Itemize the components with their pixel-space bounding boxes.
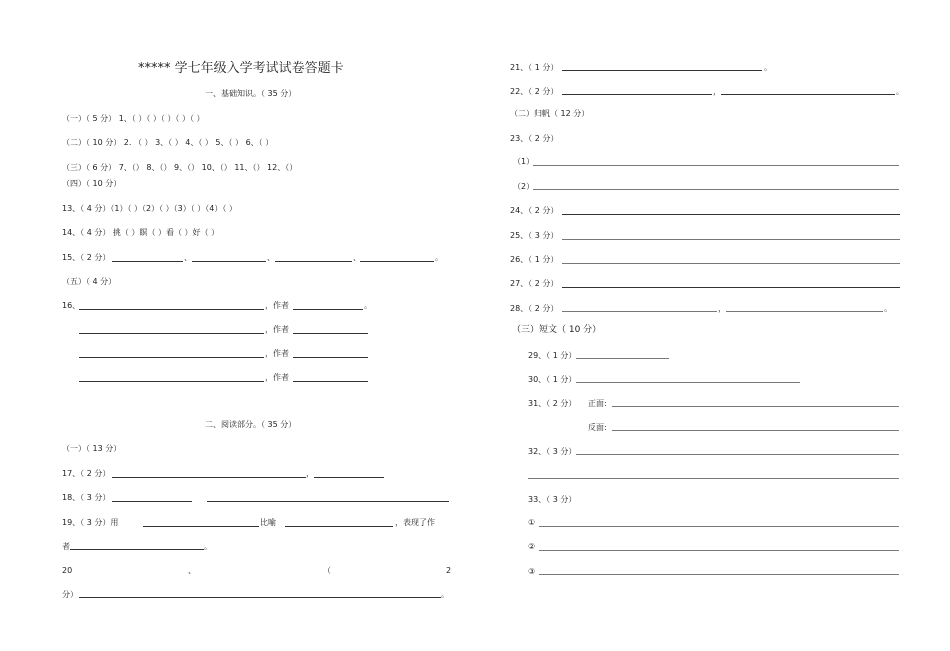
q20-text: 、 [188,566,196,575]
answer-line[interactable] [207,501,449,502]
question-14: 14、（ 4 分） 挑（ ）瞑（ ）看（ ）好（ ） [62,228,220,237]
question-15: 15、（ 2 分） [62,253,111,262]
answer-line[interactable] [79,597,441,598]
answer-line[interactable] [539,550,899,551]
question-32: 32、（ 3 分） [528,447,577,456]
section-2-heading: （二）归帆（ 12 分） [510,109,590,118]
answer-line[interactable] [79,381,264,382]
period: 。 [764,63,772,72]
question-24: 24、（ 2 分） [510,206,559,215]
back-label: 反面: [588,423,607,432]
q20-text: （ [323,566,331,575]
question-33: 33、（ 3 分） [528,495,577,504]
answer-line[interactable] [112,477,306,478]
question-28: 28、（ 2 分） [510,304,559,313]
q19-text: 比喻 [260,518,276,527]
author-line[interactable] [293,333,368,334]
question-13: 13、（ 4 分）（1）（ ）（2）（ ）（3）（ ）（4）（ ） [62,204,237,213]
page-title: ***** 学七年级入学考试试卷答题卡 [138,61,344,76]
author-line[interactable] [293,381,368,382]
question-2: （二）（ 10 分） 2. （ ） 3、（ ） 4、（ ） 5、（ ） 6、（ ） [62,138,274,147]
question-23: 23、（ 2 分） [510,134,559,143]
answer-line[interactable] [79,333,264,334]
answer-line[interactable] [721,94,895,95]
answer-line[interactable] [112,501,192,502]
circle-3: ③ [528,567,536,576]
question-25: 25、（ 3 分） [510,231,559,240]
author-line[interactable] [293,357,368,358]
answer-line[interactable] [562,263,900,264]
answer-line[interactable] [533,165,899,166]
question-29: 29、（ 1 分） [528,351,577,360]
question-21: 21、（ 1 分） [510,63,559,72]
question-18: 18、（ 3 分） [62,493,111,502]
separator: ， [713,87,721,96]
answer-line[interactable] [112,261,183,262]
circle-2: ② [528,542,536,551]
period: 。 [364,301,372,310]
question-26: 26、（ 1 分） [510,255,559,264]
front-label: 正面: [588,399,607,408]
separator: 、 [353,253,361,262]
q19-text: 者 [62,542,70,551]
q20-text: 分） [62,590,78,599]
answer-line[interactable] [576,382,800,383]
question-16: 16、 [62,301,81,310]
section-5: （五）（ 4 分） [62,277,117,286]
author-label: ，作者 [265,301,289,310]
answer-line[interactable] [192,261,266,262]
answer-line[interactable] [539,574,899,575]
period: 。 [441,590,449,599]
answer-line[interactable] [360,261,434,262]
answer-line[interactable] [562,311,717,312]
answer-line[interactable] [275,261,352,262]
answer-line[interactable] [562,94,712,95]
q23-part-2: （2） [513,182,535,191]
question-22: 22、（ 2 分） [510,87,559,96]
author-line[interactable] [293,309,363,310]
question-1: （一）（ 5 分） 1、（ ）（ ）（ ）（ ）（ ） [62,114,205,123]
answer-line[interactable] [576,454,899,455]
q23-part-1: （1） [513,157,535,166]
separator: ， [306,469,314,478]
answer-line[interactable] [314,477,384,478]
q20-text: 2 [446,566,452,575]
period: 。 [884,304,892,313]
author-label: ，作者 [265,349,289,358]
question-4: （四）（ 10 分） [62,179,122,188]
part1-heading: 一、基础知识。（ 35 分） [205,89,297,98]
answer-line[interactable] [79,309,264,310]
period: 。 [204,542,212,551]
answer-line[interactable] [70,549,204,550]
answer-line[interactable] [562,239,900,240]
question-30: 30、（ 1 分） [528,375,577,384]
period: 。 [896,87,904,96]
question-19: 19、（ 3 分）用 [62,518,119,527]
part2-heading: 二、阅读部分。（ 35 分） [205,420,297,429]
answer-line[interactable] [562,214,900,215]
answer-line[interactable] [562,70,762,71]
answer-line[interactable] [612,406,899,407]
answer-line[interactable] [285,526,393,527]
circle-1: ① [528,518,536,527]
answer-line[interactable] [143,526,259,527]
answer-line[interactable] [562,287,900,288]
question-31: 31、（ 2 分） [528,399,577,408]
answer-line[interactable] [79,357,264,358]
author-label: ，作者 [265,325,289,334]
separator: 、 [267,253,275,262]
answer-line[interactable] [533,189,899,190]
separator: ， [718,304,726,313]
separator: 。 [435,253,443,262]
question-20: 20 [62,566,73,575]
separator: 、 [184,253,192,262]
answer-line[interactable] [576,358,669,359]
q19-text: ，表现了作 [395,518,435,527]
section-3-heading: （三）短文（ 10 分） [512,325,602,335]
answer-line[interactable] [539,526,899,527]
section-part2-1: （一）（ 13 分） [62,444,122,453]
answer-line[interactable] [726,311,883,312]
question-17: 17、（ 2 分） [62,469,111,478]
answer-line[interactable] [528,478,899,479]
author-label: ，作者 [265,373,289,382]
answer-line[interactable] [612,430,899,431]
question-27: 27、（ 2 分） [510,279,559,288]
question-3: （三）（ 6 分） 7、（） 8、（） 9、（） 10、（） 11、（） 12、（） [62,163,298,172]
